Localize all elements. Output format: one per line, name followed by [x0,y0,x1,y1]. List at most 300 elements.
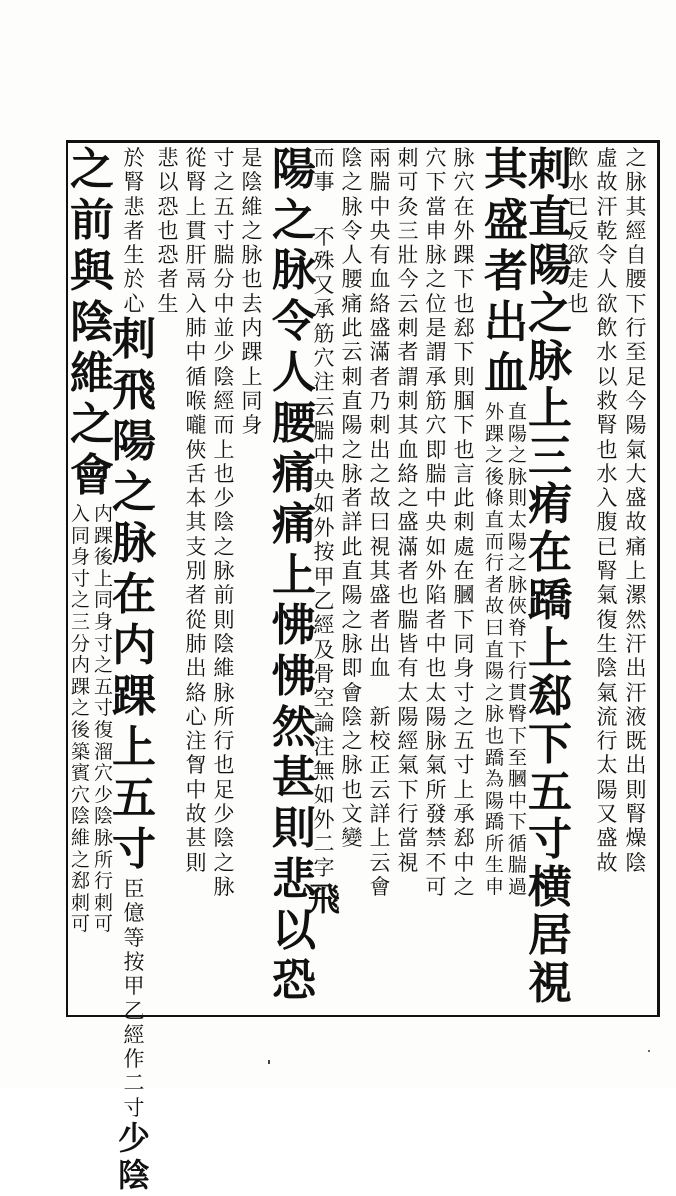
text-character: 下 [425,170,447,195]
text-character: 腎 [185,170,207,195]
text-character: 盛 [484,195,528,246]
text-character: 央 [369,218,391,243]
text-character: 從 [185,146,207,170]
text-character: 行 [213,729,235,754]
text-character: 滿 [369,340,391,365]
text-column [267,144,321,1010]
text-character: 行 [625,316,647,341]
text-character: 是 [241,146,263,170]
text-character: 血 [369,656,391,681]
text-character: 水 [596,461,618,486]
text-character: 變 [341,826,363,851]
text-character: 當 [397,826,419,851]
text-character: 郄 [70,870,90,893]
text-character: 陷 [425,583,447,608]
text-character: 燥 [625,826,647,851]
text-character: 所 [425,777,447,802]
text-character: 令 [272,296,316,348]
text-character: 前 [213,583,235,608]
text-character: 穴 [313,346,335,371]
text-character: 中 [425,631,447,656]
text-character: 飲 [596,316,618,341]
text-character: 腨 [397,607,419,632]
text-character: 出 [369,437,391,462]
annotation-subcolumn [507,403,529,900]
text-character: 足 [213,777,235,802]
text-character: 今 [625,388,647,413]
text-character: 二 [313,832,335,857]
text-character: 謂 [425,340,447,365]
text-character: 者 [369,364,391,389]
text-character: 陰 [213,510,235,535]
text-character: 以 [157,170,179,195]
text-character: 之 [453,704,475,729]
text-character: 内 [241,316,263,341]
text-character: 外 [313,807,335,832]
text-character: 脉 [507,465,527,488]
text-character: 之 [70,589,90,612]
text-character: 之 [341,437,363,462]
text-character: 云 [313,394,335,419]
text-character: 水 [567,170,589,195]
text-character: 同 [241,388,263,413]
text-character: 飛 [308,879,341,918]
text-character: 少 [93,783,113,806]
text-character: 脉 [425,729,447,754]
text-character: 上 [241,364,263,389]
text-character: 承 [313,297,335,322]
text-character: 下 [507,638,527,661]
text-character: 上 [453,777,475,802]
text-character: 滿 [397,534,419,559]
text-character: 脉 [341,194,363,219]
text-character: 發 [425,802,447,827]
text-character: 盛 [369,316,391,341]
text-character: 於 [123,267,145,292]
text-character: 膕 [453,583,475,608]
text-character: 刺 [70,891,90,914]
text-character: 五 [453,729,475,754]
text-character: 校 [369,729,391,754]
text-character: 外 [453,218,475,243]
text-character: 喉 [185,388,207,413]
text-character: 脊 [507,616,527,639]
text-column [479,144,533,1010]
text-character: 下 [453,267,475,292]
text-character: 即 [341,656,363,681]
text-character: 陰 [117,1156,150,1195]
text-character: 太 [425,680,447,705]
text-character: 流 [596,704,618,729]
text-character: 等 [123,925,145,950]
text-character: 兩 [369,146,391,170]
text-character: 也 [213,753,235,778]
text-character: 則 [625,777,647,802]
text-character: 液 [625,704,647,729]
text-character: 即 [425,437,447,462]
text-character: 所 [213,704,235,729]
text-character: 至 [507,746,527,769]
text-character: 踝 [484,422,504,445]
text-character: 郄 [453,826,475,851]
text-character: 下 [507,811,527,834]
text-character: 入 [70,503,90,525]
text-character: 故 [369,486,391,511]
text-character: 反 [567,218,589,243]
text-character: 維 [70,826,90,849]
text-character: 心 [185,704,207,729]
text-character: 故 [596,850,618,875]
text-character: 之 [484,681,504,704]
text-character: 所 [484,832,504,855]
text-character: 寸 [528,814,572,866]
text-character: 至 [625,340,647,365]
text-character: 既 [625,729,647,754]
text-character: 其 [369,559,391,584]
text-character: 央 [425,510,447,535]
text-character: 則 [453,364,475,389]
text-character: 前 [70,195,114,246]
text-character: 上 [528,622,572,674]
text-character: 以 [596,364,618,389]
text-character: 故 [625,510,647,535]
text-character: 有 [397,656,419,681]
text-character: 腎 [123,170,145,195]
text-character: 自 [625,243,647,268]
text-character: 氣 [596,680,618,705]
text-character: 可 [425,874,447,899]
text-character: 陰 [70,805,90,828]
text-character: 然 [272,701,316,753]
text-character: 少 [213,486,235,511]
text-character: 已 [567,194,589,219]
text-character: 上 [93,567,113,590]
text-character: 位 [425,291,447,316]
text-character: 陽 [484,789,504,812]
text-segment [123,879,146,1122]
text-character: 者 [397,559,419,584]
text-character: 中 [425,486,447,511]
text-character: 踝 [112,671,156,723]
text-character: 寸 [123,1095,145,1120]
text-character: 乃 [369,388,391,413]
text-character: 注 [313,370,335,395]
text-character: 本 [185,486,207,511]
text-character: 脉 [528,335,572,387]
text-character: 並 [213,316,235,341]
text-character: 直 [507,401,527,423]
text-character: 盛 [596,826,618,851]
text-character: 陰 [213,826,235,851]
text-character: 腰 [625,267,647,292]
text-column [365,148,395,1010]
text-character: 悲 [272,853,316,905]
text-character: 同 [453,631,475,656]
text-character: 甲 [313,564,335,589]
text-character: 不 [425,850,447,875]
text-character: 之 [70,697,90,720]
text-character: 謂 [397,364,419,389]
text-character: 心 [123,291,145,316]
text-character: 陽 [528,239,572,291]
text-character: 在 [453,194,475,219]
text-character: 也 [453,291,475,316]
text-character: 之 [507,444,527,467]
text-character: 則 [507,487,527,510]
text-character: 行 [507,660,527,683]
text-character: 刺 [397,388,419,413]
text-column [65,144,119,1010]
text-character: 者 [484,246,528,297]
text-character: 為 [484,768,504,791]
text-character: 出 [484,297,528,348]
text-character: 之 [70,848,90,871]
text-character: 條 [484,487,504,510]
text-character: 貫 [507,681,527,704]
text-character: 絡 [397,461,419,486]
text-character: 生 [157,291,179,316]
text-columns [70,144,660,1195]
text-character: 甲 [123,974,145,999]
text-character: 鬲 [185,267,207,292]
text-character: 後 [484,465,504,488]
text-character: 而 [313,146,335,170]
text-character: 者 [484,573,504,596]
text-character: 字 [313,856,335,881]
text-character: 已 [596,534,618,559]
text-character: 太 [397,680,419,705]
text-character: 故 [596,170,618,195]
text-character: 蹻 [484,746,504,769]
text-character: 刺 [112,314,156,366]
text-character: 甚 [272,752,316,804]
text-character: 外 [313,516,335,541]
text-character: 痛 [272,448,316,500]
text-character: 從 [185,607,207,632]
text-character: 空 [313,686,335,711]
text-character: 皆 [397,631,419,656]
annotation-subcolumn [93,505,115,937]
text-character: 經 [213,388,235,413]
text-segment [117,1119,150,1196]
text-character: 循 [507,832,527,855]
text-character: 腨 [425,461,447,486]
text-character: 刺 [93,891,113,914]
text-column [237,148,267,1010]
text-character: 也 [425,656,447,681]
text-character: 内 [93,503,113,525]
text-character: 之 [425,267,447,292]
text-character: 陰 [341,704,363,729]
text-character: 少 [213,340,235,365]
text-character: 足 [625,364,647,389]
text-character: 央 [313,467,335,492]
text-character: 申 [425,218,447,243]
text-character: 維 [70,348,114,399]
text-character: 下 [625,291,647,316]
text-character: 下 [453,413,475,438]
text-character: 曰 [369,510,391,535]
text-character: 所 [93,848,113,871]
text-character: 外 [484,401,504,423]
ink-speck [648,1050,650,1052]
text-character: 三 [397,218,419,243]
text-character: 直 [528,191,572,243]
text-character: 無 [313,759,335,784]
text-character: 經 [625,218,647,243]
text-character: 行 [93,870,113,893]
text-character: 五 [93,675,113,698]
text-character: 中 [185,340,207,365]
text-character: 脉 [453,146,475,170]
text-character: 上 [185,194,207,219]
text-character: 寸 [453,753,475,778]
text-character: 中 [213,291,235,316]
text-character: 與 [70,246,114,297]
text-character: 復 [93,718,113,741]
text-character: 陽 [507,422,527,445]
text-character: 刺 [369,413,391,438]
text-character: 氣 [397,753,419,778]
text-character: 新 [369,704,391,729]
text-character: 郄 [453,316,475,341]
text-character: 絡 [185,680,207,705]
text-character: 蹻 [484,811,504,834]
text-character: 也 [397,583,419,608]
text-character [369,683,392,707]
text-character: 可 [70,913,90,936]
text-character: 視 [528,958,572,1010]
text-character: 賓 [70,762,90,785]
text-character: 踝 [241,340,263,365]
text-character: 以 [272,904,316,956]
text-character: 承 [453,802,475,827]
text-character: 會 [70,450,114,501]
text-character: 也 [241,267,263,292]
text-character: 身 [93,610,113,633]
text-character: 少 [117,1119,150,1158]
text-character: 故 [484,595,504,618]
text-character: 人 [596,267,618,292]
text-character: 脉 [341,461,363,486]
text-character: 者 [157,267,179,292]
text-character: 同 [70,524,90,547]
text-character: 復 [596,607,618,632]
text-character: 脉 [213,874,235,899]
text-character: 下 [528,718,572,770]
text-character: 如 [313,491,335,516]
text-character: 脉 [93,826,113,849]
text-character: 二 [123,1071,145,1096]
text-character: 蹻 [528,575,572,627]
annotation-pair [70,505,115,937]
text-character: 者 [185,583,207,608]
text-character: 中 [453,850,475,875]
text-character: 悲 [157,146,179,170]
text-character: 上 [528,383,572,435]
text-character: 可 [397,170,419,195]
text-character: 又 [596,802,618,827]
text-character: 然 [625,607,647,632]
text-character: 則 [272,803,316,855]
text-character: 脉 [241,243,263,268]
text-character: 身 [241,413,263,438]
text-character: 踝 [70,675,90,698]
text-character: 脉 [112,518,156,570]
text-column [592,148,622,1010]
text-character: 事 [313,170,335,195]
text-character: 脉 [507,573,527,596]
text-character: 行 [397,802,419,827]
text-character: 腹 [596,510,618,535]
text-character: 腨 [369,170,391,195]
text-character: 出 [369,631,391,656]
text-character: 腎 [625,802,647,827]
text-character: 當 [425,194,447,219]
text-character: 恐 [157,243,179,268]
text-character: 之 [70,399,114,450]
text-column [181,148,211,1010]
text-character: 會 [341,680,363,705]
text-character: 脉 [625,170,647,195]
text-character: 寸 [93,632,113,655]
text-character: 壯 [397,243,419,268]
text-character: 踝 [453,243,475,268]
text-character: 入 [185,291,207,316]
text-character: 乙 [123,998,145,1023]
text-segment [123,148,146,318]
text-character: 曰 [484,616,504,639]
text-character: 按 [313,540,335,565]
text-character: 是 [425,316,447,341]
text-character: 承 [425,364,447,389]
text-character: 骨 [313,661,335,686]
text-character: 肺 [185,316,207,341]
text-character: 按 [123,949,145,974]
text-character: 少 [213,802,235,827]
text-character: 痛 [625,534,647,559]
text-character: 在 [112,569,156,621]
text-character: 甚 [185,826,207,851]
text-character: 在 [528,527,572,579]
text-character: 過 [507,876,527,899]
text-character: 盛 [369,583,391,608]
text-character: 則 [185,850,207,875]
text-character: 救 [596,388,618,413]
annotation-subcolumn [70,505,92,937]
text-character: 欲 [596,291,618,316]
text-character: 有 [369,243,391,268]
text-character: 經 [397,729,419,754]
text-character: 中 [185,777,207,802]
text-character: 腨 [213,243,235,268]
text-character: 則 [213,607,235,632]
text-character: 陰 [625,850,647,875]
text-character: 上 [213,437,235,462]
text-character: 處 [453,534,475,559]
text-character: 外 [425,559,447,584]
text-character: 論 [313,710,335,735]
text-character: 太 [507,508,527,531]
text-character: 也 [596,437,618,462]
text-character: 穴 [425,146,447,170]
text-character: 此 [341,316,363,341]
text-character: 太 [596,753,618,778]
text-column [209,148,239,1010]
text-character: 循 [185,364,207,389]
text-character: 欲 [567,243,589,268]
text-character: 身 [70,546,90,569]
